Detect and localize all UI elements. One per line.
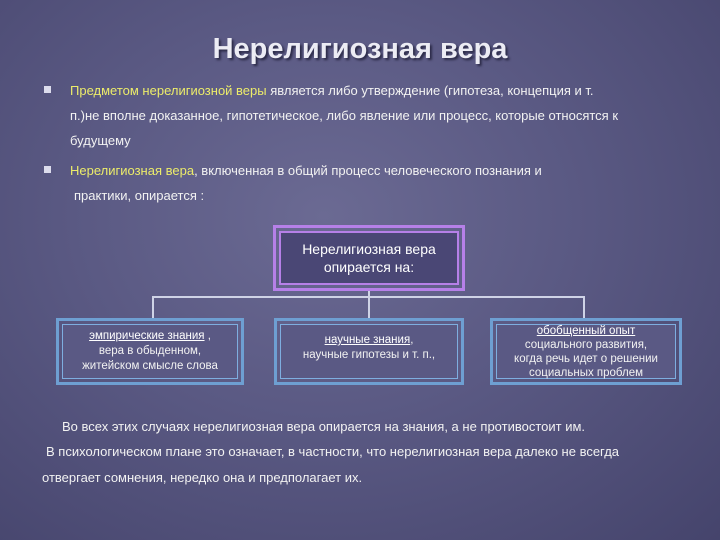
bullet-paragraph-2 [70,158,690,208]
bullet-marker [44,86,51,93]
bullet-paragraph-1 [70,78,690,153]
bullet-2-line-2: практики, опирается : [74,188,205,203]
box-inner [280,324,458,379]
box-heading [89,329,211,344]
center-box-line-1: Нерелигиозная вера [302,241,436,257]
box-heading [325,333,414,348]
bullet-1-line-2: п.)не вполне доказанное, гипотетическое, либо явление или процесс, которые относятся к [70,108,619,123]
box-inner [62,324,238,379]
connector-vertical-left [152,296,154,318]
box-heading-suffix: , [204,330,211,342]
box-line: научные гипотезы и т. п., [302,349,436,361]
box-heading-text: обобщенный опыт [536,324,636,337]
center-box [273,225,465,291]
center-box-inner [279,231,459,285]
center-box-line-2: опирается на: [323,259,415,275]
box-line: вера в обыденном, [98,345,202,357]
bottom-line-2: В психологическом плане это означает, в частности, что нерелигиозная вера далеко не всегда [46,444,620,459]
box-empirical-knowledge [56,318,244,385]
box-heading-suffix: , [410,334,414,346]
connector-horizontal [152,296,585,298]
box-line: социального развития, [524,338,648,351]
bullet-1-text: является либо утверждение (гипотеза, концепция и т. [266,83,594,98]
connector-vertical-right [583,296,585,318]
box-inner [496,324,676,379]
box-heading-text: эмпирические знания [89,330,205,342]
bullet-2-text: , включенная в общий процесс человеческого познания и [194,163,542,178]
bullet-2-highlight: Нерелигиозная вера [70,163,195,178]
box-generalized-experience [490,318,682,385]
bottom-line-1: Во всех этих случаях нерелигиозная вера опирается на знания, а не противостоит им. [62,419,586,434]
box-scientific-knowledge [274,318,464,385]
box-line: когда речь идет о решении [514,352,658,365]
box-heading-text: научные знания [324,334,411,346]
box-line: социальных проблем [528,366,644,379]
bullet-2-line-1 [70,158,690,183]
bullet-1-line-1 [70,78,690,103]
bottom-line-3: отвергает сомнения, нередко она и предполагает их. [42,470,363,485]
bullet-1-line-3: будущему [70,133,131,148]
page-title: Нерелигиозная вера [212,33,508,65]
bullet-1-highlight: Предметом нерелигиозной веры [70,83,267,98]
box-heading [537,324,635,338]
bullet-marker [44,166,51,173]
box-line: житейском смысле слова [82,360,218,372]
